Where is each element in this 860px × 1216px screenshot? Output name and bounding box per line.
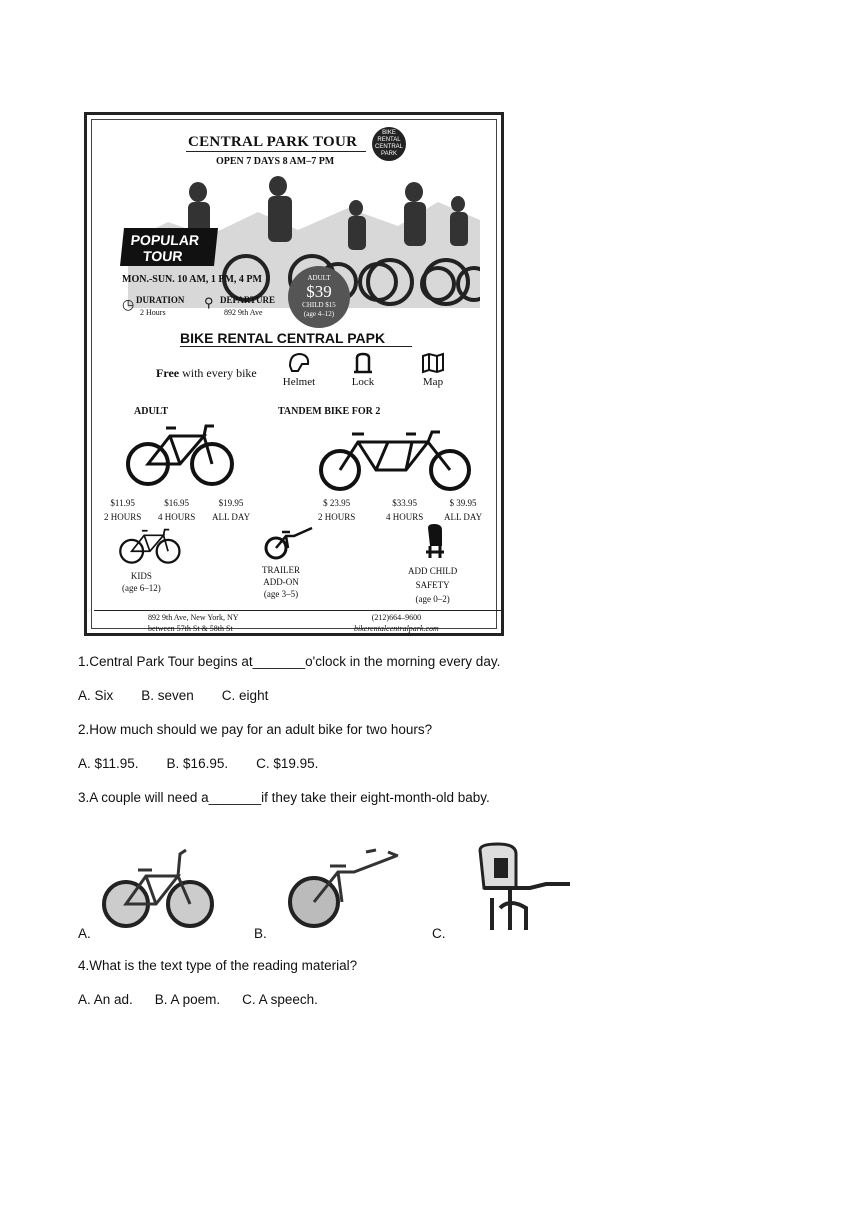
option: B. $16.95. <box>166 756 229 771</box>
trailer-age: (age 3–5) <box>263 589 299 599</box>
map-icon <box>421 352 445 374</box>
phone-number: (212)664–9600 <box>371 613 422 622</box>
price-child-age: (age 4–12) <box>303 310 335 318</box>
website: bikerentalcentralpark.com <box>354 624 439 633</box>
price: $ 39.95 <box>449 498 477 508</box>
departure-value: 892 9th Ave <box>224 308 263 317</box>
location-pin-icon: ⚲ <box>204 295 214 310</box>
tandem-price-2h <box>318 496 355 524</box>
trailer-bike-illustration <box>262 524 320 560</box>
contact <box>354 612 439 634</box>
option: A. $11.95. <box>78 756 139 771</box>
logo-text: BIKE RENTAL CENTRAL PARK <box>374 130 403 157</box>
child-line-1: ADD CHILD <box>408 566 458 576</box>
question-3: 3.A couple will need a_______if they take their eight-month-old baby. <box>78 790 490 805</box>
kids-title: KIDS <box>130 571 152 581</box>
popular-line-1: POPULAR <box>129 232 201 248</box>
bike-rental-logo <box>372 127 406 161</box>
trailer-line-1: TRAILER <box>262 565 300 575</box>
tandem-price-all-day <box>444 496 482 524</box>
kids-age: (age 6–12) <box>122 583 161 593</box>
question-2: 2.How much should we pay for an adult bike for two hours? <box>78 722 433 737</box>
child-seat-illustration <box>424 524 446 560</box>
tandem-bike-title: TANDEM BIKE FOR 2 <box>278 406 381 417</box>
child-safety-label <box>408 564 457 606</box>
period: ALL DAY <box>444 512 483 522</box>
free-item-label: Map <box>422 376 444 388</box>
option: C. A speech. <box>242 992 318 1007</box>
trailer-line-2: ADD-ON <box>263 577 299 587</box>
adult-price-all-day <box>212 496 250 524</box>
free-bold: Free <box>156 366 180 380</box>
opening-hours: OPEN 7 DAYS 8 AM–7 PM <box>216 156 335 167</box>
question-4: 4.What is the text type of the reading material? <box>78 958 358 973</box>
address <box>148 612 239 634</box>
option-a-kids-bike-image <box>100 846 216 930</box>
adult-price-2h <box>104 496 141 524</box>
option: B. seven <box>141 688 194 703</box>
question-1-options <box>78 688 296 703</box>
poster-title: CENTRAL PARK TOUR <box>188 134 358 150</box>
duration-label: DURATION <box>136 295 185 305</box>
address-line-2: between 57th St & 58th St <box>148 624 233 633</box>
popular-tour-banner <box>120 228 218 266</box>
option-c-child-seat-image <box>470 818 570 930</box>
tour-times: MON.-SUN. 10 AM, 1 PM, 4 PM <box>122 274 262 285</box>
title-underline <box>186 151 366 152</box>
option: C. $19.95. <box>256 756 319 771</box>
free-item-label: Lock <box>351 376 375 388</box>
option-a-label: A. <box>78 926 91 941</box>
period: 4 HOURS <box>386 512 424 522</box>
question-2-options <box>78 756 346 771</box>
free-rest: with every bike <box>179 366 257 380</box>
price: $33.95 <box>392 498 417 508</box>
kids-bike-illustration <box>118 526 184 564</box>
clock-icon: ◷ <box>122 296 135 312</box>
period: ALL DAY <box>212 512 251 522</box>
address-line-1: 892 9th Ave, New York, NY <box>148 613 239 622</box>
tandem-bike-illustration <box>316 426 476 492</box>
free-note <box>156 366 257 381</box>
option: B. A poem. <box>154 992 221 1007</box>
lock-icon <box>352 352 374 374</box>
price-adult-value: $39 <box>306 282 332 301</box>
adult-bike-title: ADULT <box>134 406 169 417</box>
duration-value: 2 Hours <box>140 308 166 317</box>
option-b-label: B. <box>254 926 267 941</box>
free-item-helmet <box>274 352 324 388</box>
kids-bike-label <box>122 570 161 594</box>
trailer-label <box>262 564 300 600</box>
child-age: (age 0–2) <box>415 594 450 604</box>
tour-price-badge <box>288 266 350 328</box>
adult-bike-illustration <box>124 420 240 486</box>
question-1: 1.Central Park Tour begins at_______o'clock in the morning every day. <box>78 654 501 669</box>
period: 4 HOURS <box>158 512 196 522</box>
free-item-label: Helmet <box>282 376 316 388</box>
rental-title: BIKE RENTAL CENTRAL PAPK <box>180 330 386 346</box>
price-adult-label: ADULT <box>307 274 331 282</box>
option: A. Six <box>78 688 114 703</box>
departure-label: DEPARTURE <box>220 295 276 305</box>
tandem-price-4h <box>386 496 423 524</box>
period: 2 HOURS <box>318 512 356 522</box>
tour-poster <box>84 112 504 636</box>
footer-divider <box>94 610 504 611</box>
price: $ 23.95 <box>323 498 351 508</box>
rental-underline <box>180 346 412 347</box>
adult-price-4h <box>158 496 195 524</box>
child-line-2: SAFETY <box>415 580 450 590</box>
price: $16.95 <box>164 498 189 508</box>
option: A. An ad. <box>78 992 133 1007</box>
price-child-value: CHILD $15 <box>302 301 336 309</box>
free-item-map <box>408 352 458 388</box>
price: $11.95 <box>110 498 135 508</box>
helmet-icon <box>288 352 310 374</box>
option-b-trailer-image <box>284 846 402 930</box>
poster-inner-border <box>91 119 497 633</box>
question-4-options <box>78 992 346 1007</box>
popular-line-2: TOUR <box>142 248 184 264</box>
option: C. eight <box>221 688 269 703</box>
price: $19.95 <box>218 498 244 508</box>
option-c-label: C. <box>432 926 446 941</box>
free-item-lock <box>338 352 388 388</box>
period: 2 HOURS <box>104 512 142 522</box>
